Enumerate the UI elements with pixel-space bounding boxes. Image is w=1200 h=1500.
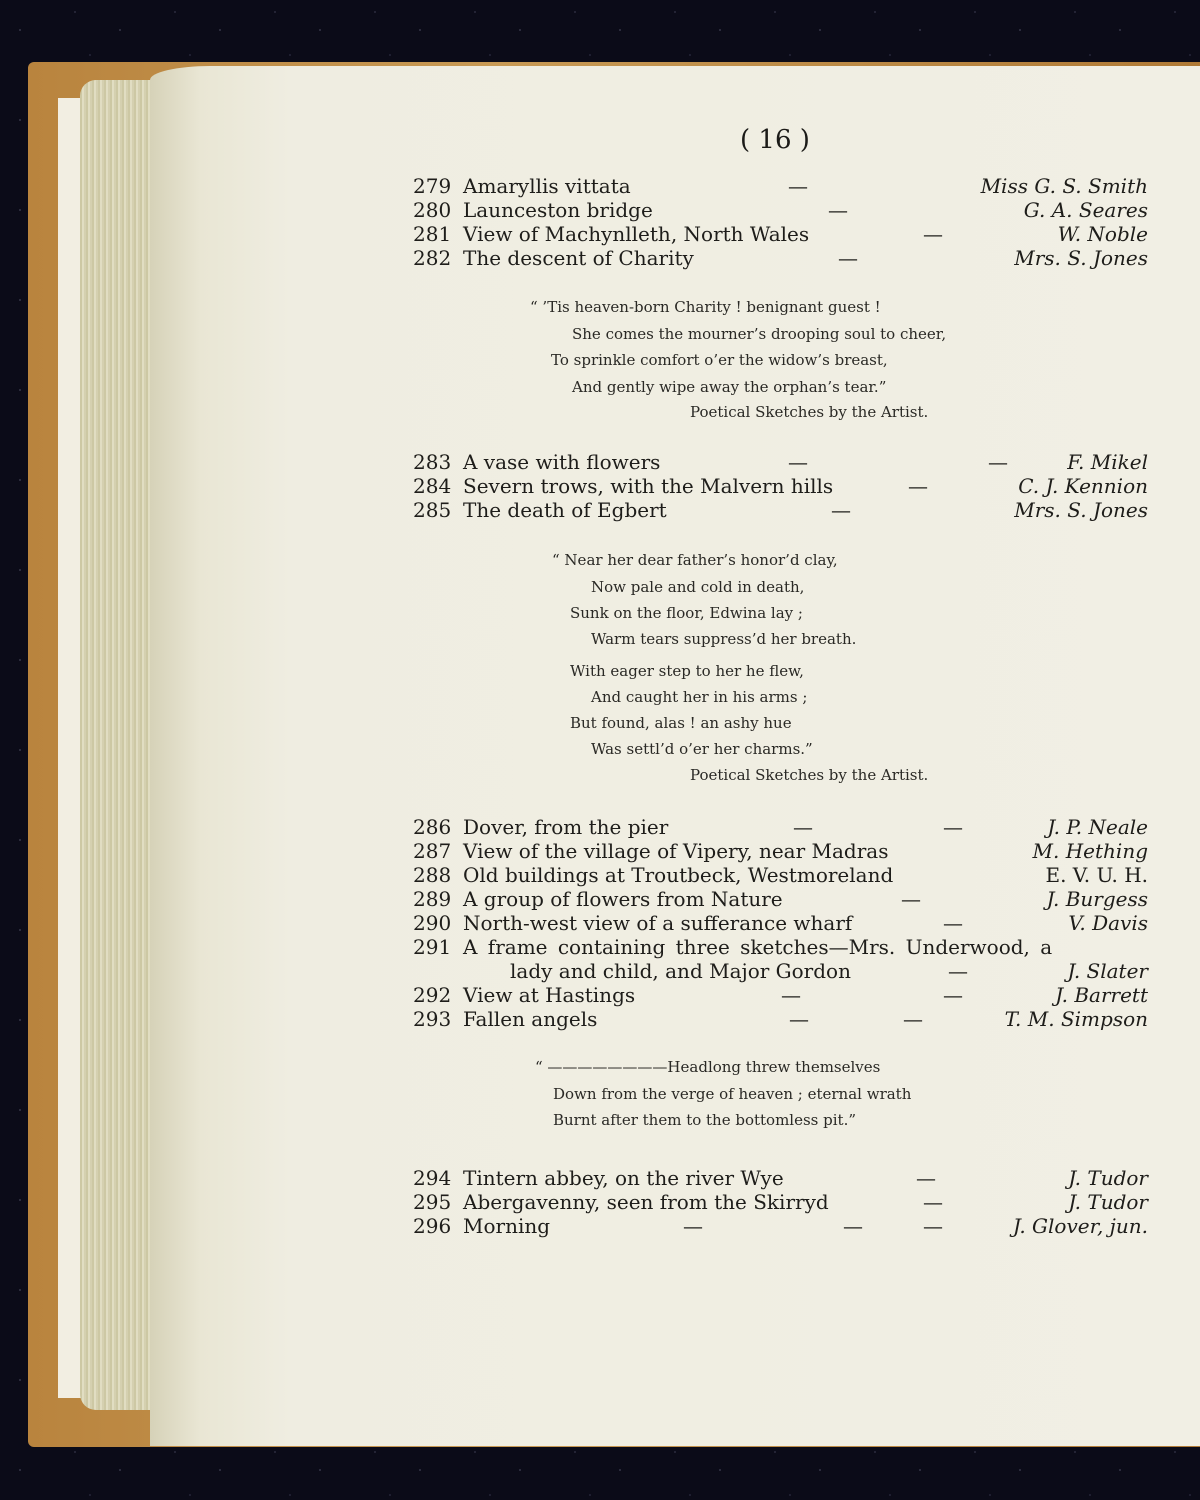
entry-title: View of the village of Vipery, near Madras: [463, 839, 889, 863]
entry-artist: M. Hething: [1032, 839, 1148, 863]
entry-dash: —: [828, 198, 848, 222]
entry-number: 289: [413, 887, 452, 911]
entry-dash: —: [943, 815, 963, 839]
quote-line: “ Near her dear father’s honor’d clay,: [552, 551, 838, 569]
entry-number: 288: [413, 863, 452, 887]
entry-dash: —: [831, 498, 851, 522]
entry-number: 287: [413, 839, 452, 863]
entry-artist: V. Davis: [1068, 911, 1148, 935]
entry-title: Severn trows, with the Malvern hills: [463, 474, 834, 498]
catalogue-entry: [413, 911, 1148, 937]
entry-dash: —: [923, 1190, 943, 1214]
catalogue-entry: [413, 1166, 1148, 1192]
entry-dash: —: [916, 1166, 936, 1190]
entry-dash: —: [943, 911, 963, 935]
entry-artist: G. A. Seares: [1023, 198, 1148, 222]
entry-number: 296: [413, 1214, 452, 1238]
entry-artist: T. M. Simpson: [1004, 1007, 1148, 1031]
entry-title: View at Hastings: [463, 983, 636, 1007]
entry-number: 280: [413, 198, 452, 222]
catalogue-entry: [413, 935, 1148, 961]
entry-dash: —: [843, 1214, 863, 1238]
entry-title: Launceston bridge: [463, 198, 653, 222]
quote-line: But found, alas ! an ashy hue: [570, 714, 792, 732]
catalogue-entry: [413, 174, 1148, 200]
catalogue-entry: [413, 1214, 1148, 1240]
entry-dash: —: [789, 1007, 809, 1031]
quote-line: And caught her in his arms ;: [591, 688, 808, 706]
quote-line: She comes the mourner’s drooping soul to cheer,: [572, 325, 947, 343]
quote-attribution: Poetical Sketches by the Artist.: [690, 766, 929, 784]
entry-number: 283: [413, 450, 452, 474]
entry-title: Old buildings at Troutbeck, Westmoreland: [463, 863, 894, 887]
catalogue-entry: [413, 1190, 1148, 1216]
entry-dash: —: [943, 983, 963, 1007]
entry-title: The death of Egbert: [463, 498, 667, 522]
catalogue-entry: [413, 474, 1148, 500]
entry-artist: Miss G. S. Smith: [980, 174, 1148, 198]
entry-dash: —: [948, 959, 968, 983]
quote-line: Burnt after them to the bottomless pit.”: [553, 1111, 857, 1129]
entry-dash: —: [683, 1214, 703, 1238]
entry-dash: —: [788, 450, 808, 474]
quote-line: With eager step to her he flew,: [570, 662, 804, 680]
catalogue-entry: [413, 246, 1148, 272]
entry-title: View of Machynlleth, North Wales: [463, 222, 810, 246]
entry-artist: J. Burgess: [1046, 887, 1148, 911]
catalogue-entry: [413, 198, 1148, 224]
entry-artist: J. Tudor: [1068, 1166, 1148, 1190]
quote-line: Sunk on the floor, Edwina lay ;: [570, 604, 803, 622]
catalogue-entry: [413, 450, 1148, 476]
entry-dash: —: [923, 222, 943, 246]
entry-artist: C. J. Kennion: [1018, 474, 1148, 498]
entry-artist: Mrs. S. Jones: [1014, 246, 1148, 270]
entry-title: A vase with flowers: [463, 450, 661, 474]
entry-dash: —: [838, 246, 858, 270]
catalogue-entry: [413, 983, 1148, 1009]
catalogue-entry: [413, 815, 1148, 841]
entry-artist: F. Mikel: [1067, 450, 1148, 474]
page-number: ( 16 ): [740, 125, 810, 155]
quote-line: To sprinkle comfort o’er the widow’s breast,: [551, 351, 888, 369]
entry-number: 282: [413, 246, 452, 270]
quote-line: Now pale and cold in death,: [591, 578, 805, 596]
entry-number: 294: [413, 1166, 452, 1190]
entry-number: 291: [413, 935, 452, 959]
entry-artist: J. P. Neale: [1047, 815, 1148, 839]
quote-line: Was settl’d o’er her charms.”: [591, 740, 813, 758]
catalogue-entry: [413, 222, 1148, 248]
entry-number: 286: [413, 815, 452, 839]
entry-number: 281: [413, 222, 452, 246]
entry-number: 295: [413, 1190, 452, 1214]
entry-title: Amaryllis vittata: [463, 174, 631, 198]
catalogue-entry: [413, 863, 1148, 889]
catalogue-entry: [413, 959, 1148, 985]
entry-number: 290: [413, 911, 452, 935]
entry-title: lady and child, and Major Gordon: [510, 959, 851, 983]
quote-line: Down from the verge of heaven ; eternal wrath: [553, 1085, 912, 1103]
entry-dash: —: [923, 1214, 943, 1238]
entry-dash: —: [781, 983, 801, 1007]
quote-line: “ ————————Headlong threw themselves: [535, 1058, 881, 1076]
entry-number: 292: [413, 983, 452, 1007]
catalogue-entry: [413, 887, 1148, 913]
entry-artist: J. Tudor: [1068, 1190, 1148, 1214]
quote-attribution: Poetical Sketches by the Artist.: [690, 403, 929, 421]
entry-artist: E. V. U. H.: [1045, 863, 1148, 887]
entry-artist: J. Barrett: [1055, 983, 1148, 1007]
entry-title: Morning: [463, 1214, 551, 1238]
catalogue-entry: [413, 839, 1148, 865]
entry-title: Abergavenny, seen from the Skirryd: [463, 1190, 829, 1214]
entry-artist: Mrs. S. Jones: [1014, 498, 1148, 522]
entry-dash: —: [903, 1007, 923, 1031]
entry-dash: —: [988, 450, 1008, 474]
entry-title: A frame containing three sketches—Mrs. Underwood, a: [463, 935, 1053, 959]
entry-artist: J. Slater: [1067, 959, 1148, 983]
entry-title: Dover, from the pier: [463, 815, 669, 839]
entry-dash: —: [788, 174, 808, 198]
entry-number: 293: [413, 1007, 452, 1031]
quote-line: Warm tears suppress’d her breath.: [591, 630, 857, 648]
entry-number: 279: [413, 174, 452, 198]
entry-title: North-west view of a sufferance wharf: [463, 911, 853, 935]
entry-dash: —: [793, 815, 813, 839]
entry-dash: —: [908, 474, 928, 498]
entry-artist: W. Noble: [1057, 222, 1148, 246]
entry-artist: J. Glover, jun.: [1012, 1214, 1148, 1238]
catalogue-entry: [413, 1007, 1148, 1033]
entry-title: The descent of Charity: [463, 246, 694, 270]
entry-dash: —: [901, 887, 921, 911]
catalogue-entry: [413, 498, 1148, 524]
entry-title: A group of flowers from Nature: [463, 887, 783, 911]
quote-line: “ ’Tis heaven-born Charity ! benignant guest !: [530, 298, 881, 316]
entry-title: Fallen angels: [463, 1007, 598, 1031]
entry-number: 284: [413, 474, 452, 498]
entry-number: 285: [413, 498, 452, 522]
entry-title: Tintern abbey, on the river Wye: [463, 1166, 784, 1190]
quote-line: And gently wipe away the orphan’s tear.”: [572, 378, 887, 396]
